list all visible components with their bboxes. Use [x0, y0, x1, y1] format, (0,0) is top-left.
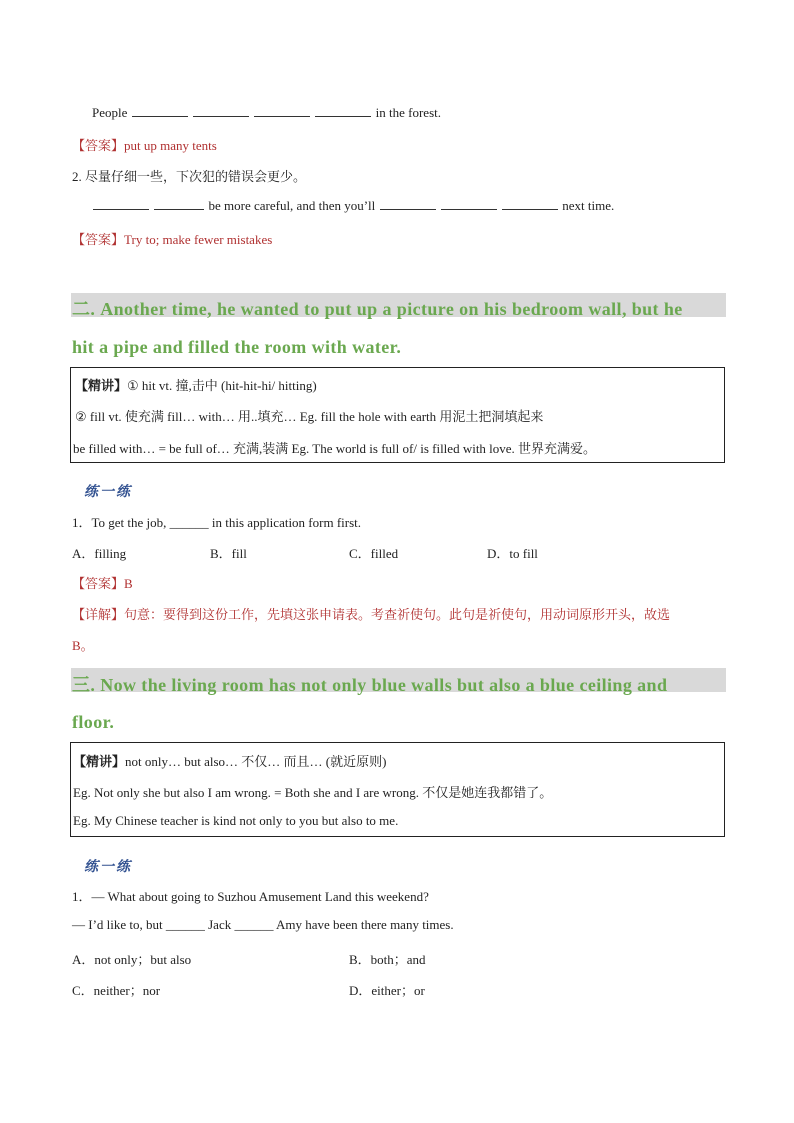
note-line-2: Eg. Not only she but also I am wrong. = Both she and I are wrong. 不仅是她连我都错了。 — [73, 785, 553, 800]
note-line-1 — [75, 375, 317, 394]
question-line-2: — I’d like to, but ______ Jack ______ Amy have been there many times. — [72, 917, 454, 932]
section-2-title-line2: hit a pipe and filled the room with water. — [72, 337, 402, 357]
note-tag: 【精讲】 — [75, 378, 128, 393]
blank — [93, 197, 149, 210]
option-c: C．filled — [349, 546, 399, 561]
blank — [154, 197, 204, 210]
q2-chinese: 2. 尽量仔细一些，下次犯的错误会更少。 — [72, 169, 307, 184]
blank — [380, 197, 436, 210]
blank — [315, 104, 371, 117]
section-2-note-box — [70, 367, 725, 463]
answer-tag: 【答案】 — [72, 576, 125, 591]
note-line-3: Eg. My Chinese teacher is kind not only to you but also to me. — [73, 813, 399, 828]
q1-sentence — [92, 104, 441, 121]
blank — [502, 197, 558, 210]
option-a: A．filling — [72, 546, 127, 561]
detail-line-2: B。 — [72, 638, 94, 653]
option-a: A．not only；but also — [72, 952, 192, 967]
q1-answer — [72, 135, 217, 154]
q2-sentence — [92, 197, 614, 214]
answer — [72, 573, 133, 592]
question: 1．To get the job, ______ in this application form first. — [72, 515, 362, 530]
q2-mid: be more careful, and then you’ll — [208, 198, 376, 213]
section-3-title-line2: floor. — [72, 712, 115, 732]
note-line-3: be filled with… = be full of… 充满,装满 Eg. The world is full of/ is filled with love. 世界充满爱。 — [73, 441, 597, 456]
blank — [193, 104, 249, 117]
option-c: C．neither；nor — [72, 983, 161, 998]
section-3-title-line1: 三. Now the living room has not only blue walls but also a blue ceiling and — [72, 675, 668, 695]
answer-text: put up many tents — [124, 138, 217, 153]
q1-start: People — [92, 105, 128, 120]
option-d: D．to fill — [487, 546, 538, 561]
practice-label: 练一练 — [84, 485, 132, 500]
practice-label: 练一练 — [84, 860, 132, 875]
note-tag: 【精讲】 — [73, 754, 126, 769]
option-b: B．both；and — [349, 952, 426, 967]
section-2-title-line1: 二. Another time, he wanted to put up a picture on his bedroom wall, but he — [72, 299, 683, 319]
answer-text: Try to; make fewer mistakes — [124, 232, 273, 247]
note-line-2: ② fill vt. 使充满 fill… with… 用..填充… Eg. fill the hole with earth 用泥土把洞填起来 — [75, 409, 544, 424]
section-3-note-box — [70, 742, 725, 837]
note-text: ① hit vt. 撞,击中 (hit-hit-hi/ hitting) — [127, 378, 317, 393]
detail — [72, 604, 670, 623]
q2-end: next time. — [562, 198, 615, 213]
answer-tag: 【答案】 — [72, 232, 125, 247]
answer-text: B — [124, 576, 133, 591]
blank — [132, 104, 188, 117]
q2-answer — [72, 229, 272, 248]
detail-text: 句意：要得到这份工作，先填这张申请表。考查祈使句。此句是祈使句，用动词原形开头，故选 — [124, 607, 671, 622]
note-text: not only… but also… 不仅… 而且… (就近原则) — [125, 754, 387, 769]
note-line-1 — [73, 751, 386, 770]
q1-end: in the forest. — [375, 105, 441, 120]
detail-tag: 【详解】 — [72, 607, 125, 622]
blank — [254, 104, 310, 117]
answer-tag: 【答案】 — [72, 138, 125, 153]
blank — [441, 197, 497, 210]
option-b: B．fill — [210, 546, 247, 561]
question-line-1: 1．— What about going to Suzhou Amusement Land this weekend? — [72, 889, 429, 904]
option-d: D．either；or — [349, 983, 425, 998]
